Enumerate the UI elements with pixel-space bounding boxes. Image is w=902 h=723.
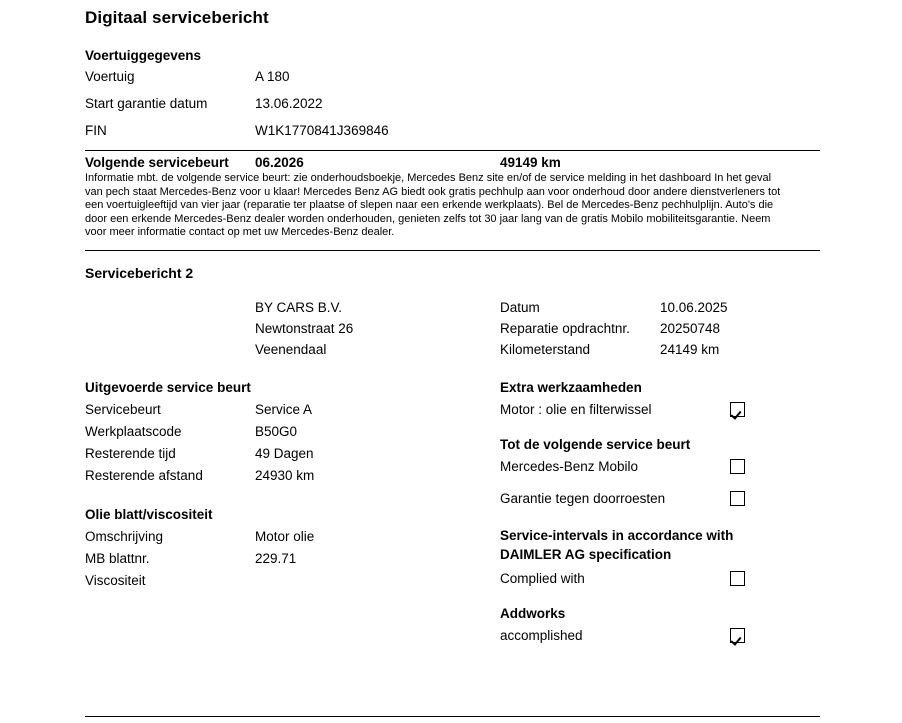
dealer-city: Veenendaal	[255, 341, 327, 357]
field-value: W1K1770841J369846	[255, 123, 389, 138]
field-value: 229.71	[255, 550, 297, 566]
report-meta-row	[500, 339, 820, 360]
next-service-fineprint: Informatie mbt. de volgende service beurt: zie onderhoudsboekje, Mercedes Benz site en/of de service melding in het dashboard In het geval van pech staat Mercedes-Benz voor u klaar! Mercedes Benz AG biedt ook gratis pechhulp aan voor onderhoud door andere dienstverleners tot een voertuigleeftijd van vier jaar (reparatie ter plaatse of slepen naar een erkende werkplaats). Bel de Mercedes-Benz pechhulplijn. Auto's die door een erkende Mercedes-Benz dealer worden onderhouden, genieten zelfs tot 30 jaar lang van de gratis Mobilo mobiliteitsgarantie. Neem voor meer informatie contact op met uw Mercedes-Benz dealer.	[85, 172, 781, 238]
checkbox-rust-warranty[interactable]	[730, 491, 745, 506]
performed-service-heading: Uitgevoerde service beurt	[85, 379, 251, 395]
report-meta	[500, 297, 820, 360]
checkbox-complied-with[interactable]	[730, 571, 745, 586]
until-next-service-heading: Tot de volgende service beurt	[500, 436, 691, 452]
until-next-service-row	[500, 456, 820, 478]
vehicle-data-section	[85, 48, 820, 138]
checkbox-motor-oil-filter[interactable]	[730, 402, 745, 417]
field-label: Resterende tijd	[85, 445, 176, 461]
oil-row	[85, 570, 500, 592]
vehicle-row	[85, 123, 820, 138]
until-next-service-section	[500, 437, 820, 510]
divider	[85, 250, 820, 251]
field-label: Servicebeurt	[85, 401, 161, 417]
field-label: Werkplaatscode	[85, 423, 182, 439]
vehicle-data-heading: Voertuiggegevens	[85, 48, 202, 63]
field-label: Viscositeit	[85, 572, 146, 588]
intervals-row	[500, 568, 820, 590]
dealer-street: Newtonstraat 26	[255, 320, 354, 336]
checkbox-label: Garantie tegen doorroesten	[500, 490, 666, 506]
report-title: Servicebericht 2	[85, 264, 194, 281]
dealer-address	[85, 297, 500, 360]
until-next-service-row	[500, 488, 820, 510]
field-label: Reparatie opdrachtnr.	[500, 320, 630, 336]
field-value: 24149 km	[660, 341, 720, 357]
field-value: 13.06.2022	[255, 96, 323, 111]
report-meta-row	[500, 297, 820, 318]
field-value	[255, 570, 500, 592]
right-column	[500, 380, 820, 647]
report-header-columns	[85, 297, 820, 360]
document-body	[85, 0, 820, 647]
field-value: 10.06.2025	[660, 299, 728, 315]
performed-service-row	[85, 399, 500, 421]
oil-section	[85, 507, 500, 592]
next-service-section	[85, 155, 820, 240]
field-label: FIN	[85, 123, 107, 138]
performed-service-row	[85, 465, 500, 487]
intervals-section	[500, 526, 820, 590]
checkbox-mobilo[interactable]	[730, 459, 745, 474]
field-label: Kilometerstand	[500, 341, 591, 357]
intervals-heading-line2: DAIMLER AG specification	[500, 546, 672, 562]
vehicle-row	[85, 69, 820, 84]
next-service-label: Volgende servicebeurt	[85, 155, 229, 170]
dealer-name: BY CARS B.V.	[255, 299, 343, 315]
field-value: 24930 km	[255, 467, 315, 483]
extra-work-row	[500, 399, 820, 421]
next-service-km: 49149 km	[500, 155, 561, 170]
field-label: Datum	[500, 299, 540, 315]
vehicle-row	[85, 96, 820, 111]
field-value: Motor olie	[255, 528, 315, 544]
field-label: MB blattnr.	[85, 550, 150, 566]
field-value: 49 Dagen	[255, 445, 314, 461]
oil-row	[85, 526, 500, 548]
field-label: Voertuig	[85, 69, 135, 84]
checkbox-label: Mercedes-Benz Mobilo	[500, 458, 639, 474]
next-service-date: 06.2026	[255, 155, 304, 170]
field-value: 20250748	[660, 320, 721, 336]
field-label: Omschrijving	[85, 528, 164, 544]
footer-divider	[85, 716, 820, 717]
checkbox-label: Motor : olie en filterwissel	[500, 401, 652, 417]
addworks-heading: Addworks	[500, 605, 566, 621]
performed-service-section	[85, 380, 500, 487]
extra-work-section	[500, 380, 820, 421]
field-value: Service A	[255, 401, 313, 417]
field-label: Resterende afstand	[85, 467, 203, 483]
field-value: A 180	[255, 69, 290, 84]
addworks-row	[500, 625, 820, 647]
checkbox-label: Complied with	[500, 570, 585, 586]
left-column	[85, 380, 500, 647]
oil-row	[85, 548, 500, 570]
addworks-section	[500, 606, 820, 647]
report-meta-row	[500, 318, 820, 339]
details-columns	[85, 380, 820, 647]
page-title: Digitaal servicebericht	[85, 8, 269, 27]
performed-service-row	[85, 443, 500, 465]
field-label: Start garantie datum	[85, 96, 208, 111]
field-value: B50G0	[255, 423, 298, 439]
next-service-row	[85, 155, 820, 170]
oil-heading: Olie blatt/viscositeit	[85, 506, 213, 522]
extra-work-heading: Extra werkzaamheden	[500, 379, 642, 395]
intervals-heading	[500, 526, 820, 564]
intervals-heading-line1: Service-intervals in accordance with	[500, 527, 734, 543]
checkbox-label: accomplished	[500, 627, 583, 643]
checkbox-accomplished[interactable]	[730, 628, 745, 643]
divider	[85, 150, 820, 151]
performed-service-row	[85, 421, 500, 443]
